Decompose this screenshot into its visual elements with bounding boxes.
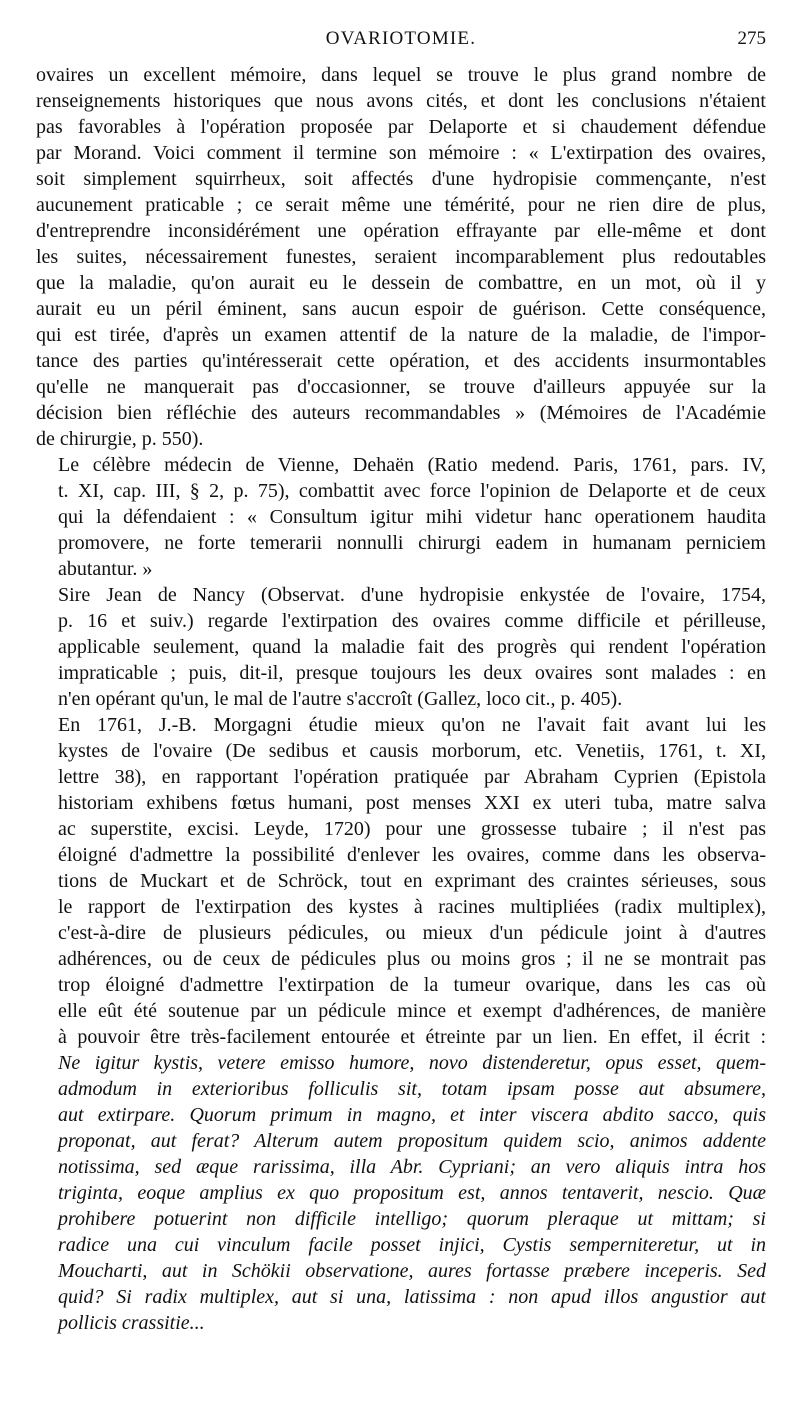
- text-line: aut extirpare. Quorum primum in magno, et inter viscera abdito sacco, quis: [58, 1104, 766, 1126]
- text-line: les suites, nécessairement funestes, seraient incomparablement plus redoutables: [36, 246, 766, 268]
- running-title: OVARIOTOMIE.: [325, 28, 477, 49]
- text-line: En 1761, J.-B. Morgagni étudie mieux qu'on ne l'avait fait avant lui les: [58, 714, 766, 736]
- text-line: elle eût été soutenue par un pédicule mince et exempt d'adhérences, de manière: [58, 1000, 766, 1022]
- text-line: pollicis crassitie...: [58, 1312, 205, 1334]
- text-line: qu'elle ne manquerait pas d'occasionner, se trouve d'ailleurs appuyée sur la: [36, 376, 766, 398]
- text-line: ac superstite, excisi. Leyde, 1720) pour une grossesse tubaire ; il n'est pas: [58, 818, 766, 840]
- text-line: triginta, eoque amplius ex quo propositum est, annos tentaverit, nescio. Quæ: [58, 1182, 766, 1204]
- text-line: éloigné d'admettre la possibilité d'enlever les ovaires, comme dans les observa-: [58, 844, 766, 866]
- text-line: quid? Si radix multiplex, aut si una, latissima : non apud illos angustior aut: [58, 1286, 766, 1308]
- text-line: t. XI, cap. III, § 2, p. 75), combattit avec force l'opinion de Delaporte et de ceux: [58, 480, 766, 502]
- text-line: historiam exhibens fœtus humani, post menses XXI ex uteri tuba, matre salva: [58, 792, 766, 814]
- text-line: tions de Muckart et de Schröck, tout en exprimant des craintes sérieuses, sous: [58, 870, 766, 892]
- paragraph-4: [36, 712, 766, 1336]
- text-line: n'en opérant qu'un, le mal de l'autre s'accroît (Gallez, loco cit., p. 405).: [58, 688, 623, 710]
- text-line: aucunement praticable ; ce serait même une témérité, pour ne rien dire de plus,: [36, 194, 766, 216]
- page-number: 275: [737, 28, 766, 49]
- text-line: de chirurgie, p. 550).: [36, 428, 204, 450]
- text-line: ovaires un excellent mémoire, dans lequel se trouve le plus grand nombre de: [36, 64, 766, 86]
- text-line: décision bien réfléchie des auteurs recommandables » (Mémoires de l'Académie: [36, 402, 766, 424]
- text-line: que la maladie, qu'on aurait eu le dessein de combattre, en un mot, où il y: [36, 272, 766, 294]
- paragraph-2: [36, 452, 766, 582]
- text-line: Moucharti, aut in Schökii observatione, aures fortasse præbere inceperis. Sed: [58, 1260, 766, 1282]
- text-line: notissima, sed æque rarissima, illa Abr. Cypriani; an vero aliquis intra hos: [58, 1156, 766, 1178]
- text-line: Ne igitur kystis, vetere emisso humore, novo distenderetur, opus esset, quem-: [58, 1052, 766, 1074]
- text-line: aurait eu un péril éminent, sans aucun espoir de guérison. Cette conséquence,: [36, 298, 766, 320]
- text-line: proponat, aut ferat? Alterum autem propositum quidem scio, animos addente: [58, 1130, 766, 1152]
- text-line: Le célèbre médecin de Vienne, Dehaën (Ratio medend. Paris, 1761, pars. IV,: [58, 454, 766, 476]
- text-line: qui est tirée, d'après un examen attentif de la nature de la maladie, de l'impor-: [36, 324, 766, 346]
- text-line: impraticable ; puis, dit-il, presque toujours les deux ovaires sont malades : en: [58, 662, 766, 684]
- text-line: adhérences, ou de ceux de pédicules plus ou moins gros ; il ne se montrait pas: [58, 948, 766, 970]
- body-text: [36, 62, 766, 1336]
- text-line: soit simplement squirrheux, soit affectés d'une hydropisie commençante, n'est: [36, 168, 766, 190]
- text-line: abutantur. »: [58, 558, 153, 580]
- text-line: le rapport de l'extirpation des kystes à racines multipliées (radix multiplex),: [58, 896, 766, 918]
- text-line: renseignements historiques que nous avons cités, et dont les conclusions n'étaient: [36, 90, 766, 112]
- text-line: qui la défendaient : « Consultum igitur mihi videtur hanc operationem haudita: [58, 506, 766, 528]
- text-line: radice una cui vinculum facile posset injici, Cystis semperniteretur, ut in: [58, 1234, 766, 1256]
- text-line: kystes de l'ovaire (De sedibus et causis morborum, etc. Venetiis, 1761, t. XI,: [58, 740, 766, 762]
- text-line: d'entreprendre inconsidérément une opération effrayante par elle-même et dont: [36, 220, 766, 242]
- page-header: [36, 22, 766, 58]
- text-line: promovere, ne forte temerarii nonnulli chirurgi eadem in humanam perniciem: [58, 532, 766, 554]
- text-line: à pouvoir être très-facilement entourée et étreinte par un lien. En effet, il écrit :: [58, 1026, 766, 1048]
- text-line: trop éloigné d'admettre l'extirpation de la tumeur ovarique, dans les cas où: [58, 974, 766, 996]
- text-line: prohibere potuerint non difficile intelligo; quorum pleraque ut mittam; si: [58, 1208, 766, 1230]
- text-line: p. 16 et suiv.) regarde l'extirpation des ovaires comme difficile et périlleuse,: [58, 610, 766, 632]
- text-line: admodum in exterioribus folliculis sit, totam ipsam posse aut absumere,: [58, 1078, 766, 1100]
- text-line: c'est-à-dire de plusieurs pédicules, ou mieux d'un pédicule joint à d'autres: [58, 922, 766, 944]
- text-line: Sire Jean de Nancy (Observat. d'une hydropisie enkystée de l'ovaire, 1754,: [58, 584, 766, 606]
- text-line: applicable seulement, quand la maladie fait des progrès qui rendent l'opération: [58, 636, 766, 658]
- paragraph-1: [36, 62, 766, 452]
- text-line: par Morand. Voici comment il termine son mémoire : « L'extirpation des ovaires,: [36, 142, 766, 164]
- paragraph-3: [36, 582, 766, 712]
- text-line: pas favorables à l'opération proposée par Delaporte et si chaudement défendue: [36, 116, 766, 138]
- text-line: lettre 38), en rapportant l'opération pratiquée par Abraham Cyprien (Epistola: [58, 766, 766, 788]
- text-line: tance des parties qu'intéresserait cette opération, et des accidents insurmontables: [36, 350, 766, 372]
